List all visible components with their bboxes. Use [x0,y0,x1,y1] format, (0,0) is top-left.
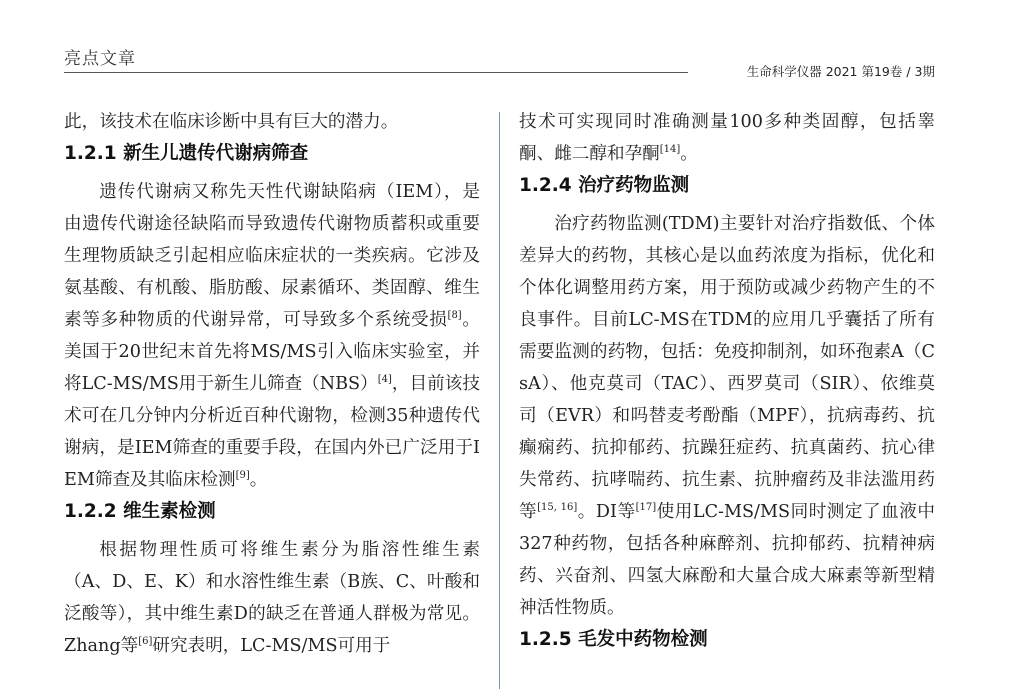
section-heading: 1.2.4 治疗药物监测 [519,175,690,196]
reference[interactable]: [4] [377,374,392,386]
text: 遗传代谢病又称先天性代谢缺陷病（IEM），是由遗传代谢途径缺陷而导致遗传代谢物质蓄积或重要生理物质缺乏引起相应临床症状的一类疾病。它涉及氨基酸、有机酸、脂肪酸、尿素循环、类固醇、维生素等多种物质的代谢异常，可导致多个系统受损 [64,182,480,330]
text: 。美国于20世纪末首先将MS/MS引入临床实验室，并将LC-MS/MS用于新生儿筛查（NBS） [64,310,480,394]
reference[interactable]: [15, 16] [537,502,578,514]
paragraph [64,176,480,496]
reference[interactable]: [17] [635,502,657,514]
reference[interactable]: [9] [235,470,250,482]
section-heading: 1.2.5 毛发中药物检测 [519,629,708,650]
paragraph [519,106,935,170]
section-heading: 1.2.1 新生儿遗传代谢病筛查 [64,143,309,164]
text: 。 [249,470,268,490]
column-divider [499,112,500,689]
reference[interactable]: [6] [138,636,153,648]
reference[interactable]: [8] [447,310,462,322]
text: 治疗药物监测(TDM)主要针对治疗指数低、个体差异大的药物，其核心是以血药浓度为指标，优化和个体化调整用药方案，用于预防或减少药物产生的不良事件。目前LC-MS在TDM的应用几乎囊括了所有需要监测的药物，包括：免疫抑制剂，如环孢素A（CsA）、他克莫司（TAC）、西罗莫司（SIR）、依维莫司（EVR）和吗替麦考酚酯（MPF），抗病毒药、抗癫痫药、抗抑郁药、抗躁狂症药、抗真菌药、抗心律失常药、抗哮喘药、抗生素、抗肿瘤药及非法滥用药等 [519,214,935,522]
section-heading: 1.2.2 维生素检测 [64,501,216,522]
paragraph [519,208,935,624]
reference[interactable]: [14] [659,144,681,156]
left-column [64,106,480,662]
text: ，目前该技术可在几分钟内分析近百种代谢物，检测35种遗传代谢病，是IEM筛查的重要手段，在国内外已广泛用于IEM筛查及其临床检测 [64,374,480,490]
section-label: 亮点文章 [64,49,136,69]
text: 根据物理性质可将维生素分为脂溶性维生素（A、D、E、K）和水溶性维生素（B族、C、叶酸和泛酸等），其中维生素D的缺乏在普通人群极为常见。Zhang等 [64,540,480,656]
journal-info: 生命科学仪器 2021 第19卷 / 3期 [746,64,935,79]
text: 。 [680,144,698,164]
header-rule [64,72,688,73]
text: 。DI等 [577,502,636,522]
text: 使用LC-MS/MS同时测定了血液中327种药物，包括各种麻醉剂、抗抑郁药、抗精神病药、兴奋剂、四氢大麻酚和大量合成大麻素等新型精神活性物质。 [519,502,935,618]
right-column [519,106,935,662]
paragraph [64,534,480,662]
text: 技术可实现同时准确测量100多种类固醇，包括睾酮、雌二醇和孕酮 [519,112,935,164]
paragraph: 此，该技术在临床诊断中具有巨大的潜力。 [64,112,399,132]
text: 研究表明，LC-MS/MS可用于 [152,636,391,656]
